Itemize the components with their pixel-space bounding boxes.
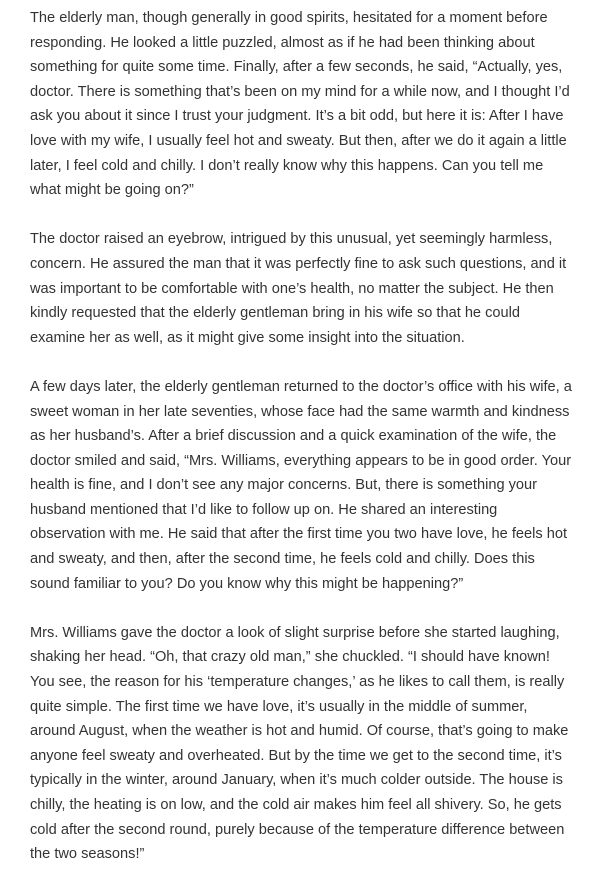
paragraph-4: Mrs. Williams gave the doctor a look of slight surprise before she started laughing, shaking her head. “Oh, that crazy old man,” she chuckled. “I should have known! You see, the reason for his ‘temperature changes,’ as he likes to call them, is really quite simple. The first time we have love, it’s usually in the middle of summer, around August, when the weather is hot and humid. Of course, that’s going to make anyone feel sweaty and overheated. But by the time we get to the second time, it’s typically in the winter, around January, when it’s much colder outside. The house is chilly, the heating is on low, and the cold air makes him feel all shivery. So, he gets cold after the second round, purely because of the temperature difference between the two seasons!” [30, 624, 569, 863]
paragraph-2: The doctor raised an eyebrow, intrigued by this unusual, yet seemingly harmless, concern. He assured the man that it was perfectly fine to ask such questions, and it was important to be comfortable with one’s health, no matter the subject. He then kindly requested that the elderly gentleman bring in his wife so that he could examine her as well, as it might give some insight into the situation. [30, 231, 567, 346]
paragraph-1: The elderly man, though generally in good spirits, hesitated for a moment before responding. He looked a little puzzled, almost as if he had been thinking about something for quite some time. Finally, after a few seconds, he said, “Actually, yes, doctor. There is something that’s been on my mind for a while now, and I thought I’d ask you about it since I trust your judgment. It’s a bit odd, but here it is: After I have love with my wife, I usually feel hot and sweaty. But then, after we do it again a little later, I feel cold and chilly. I don’t really know why this happens. Can you tell me what might be going on?” [30, 10, 570, 199]
paragraph-3: A few days later, the elderly gentleman returned to the doctor’s office with his wife, a sweet woman in her late seventies, whose face had the same warmth and kindness as her husband’s. After a brief discussion and a quick examination of the wife, the doctor smiled and said, “Mrs. Williams, everything appears to be in good order. Your health is fine, and I don’t see any major concerns. But, there is something your husband mentioned that I’d like to follow up on. He shared an interesting observation with me. He said that after the first time you two have love, he feels hot and sweaty, and then, after the second time, he feels cold and chilly. Does this sound familiar to you? Do you know why this might be happening?” [30, 378, 572, 592]
